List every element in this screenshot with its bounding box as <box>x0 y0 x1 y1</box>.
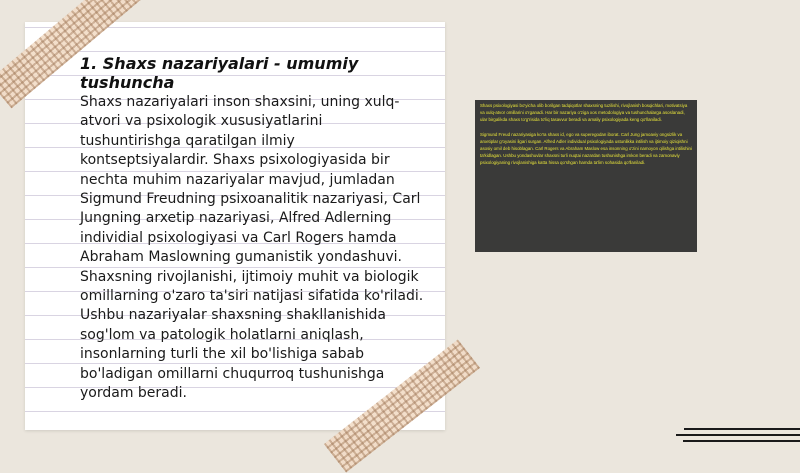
decorative-line <box>684 428 800 430</box>
slide-body-text: Shaxs nazariyalari inson shaxsini, uning xulq-atvori va psixologik xususiyatlarini tushuntirishga qaratilgan ilmiy kontseptsiyalardir. Shaxs psixologiyasida bir nechta muhim nazariyalar mavjud, jumladan Sigmund Freudning psixoanalitik nazariyasi, Carl Jungning arxetip nazariyasi, Alfred Adlerning individial psixologiyasi va Carl Rogers hamda Abraham Maslowning gumanistik yondashuvi. Shaxsning rivojlanishi, ijtimoiy muhit va biologik omillarning o'zaro ta'siri natijasi sifatida ko'riladi. Ushbu nazariyalar shaxsning shakllanishida sog'lom va patologik holatlarni aniqlash, insonlarning turli the xil bo'lishiga sabab bo'ladigan omillarni chuqurroq tushunishga yordam beradi. <box>80 94 424 402</box>
text-image <box>475 100 697 252</box>
decorative-line <box>676 434 800 436</box>
slide-title: 1. Shaxs nazariyalari - umumiy tushuncha <box>80 54 359 92</box>
text-image-paragraph: Sigmund Freud nazariyasiga ko'ra shaxs id, ego va superegodan iborat. Carl Jung jamoaviy ongsizlik va arxetiplar g'oyasini ilgari surgan. Alfred Adler individual psixologiyada ustunlikka intilish va ijtimoiy qiziqishni asosiy omil deb hisoblagan. Carl Rogers va Abraham Maslow esa insonning o'zini namoyon qilishga intilishini ta'kidlagan. Ushbu yondashuvlar shaxsni turli nuqtai nazardan tushunishga imkon beradi va zamonaviy psixologiyaning rivojlanishiga katta hissa qo'shgan hamda ta'lim sohasida qo'llaniladi. <box>480 132 692 165</box>
decorative-line <box>683 440 800 442</box>
text-image-paragraph: Shaxs psixologiyasi bo'yicha olib borilgan tadqiqotlar shaxsning tuzilishi, rivojlanish bosqichlari, motivatsiya va xulq-atvor omillarini o'rganadi. Har bir nazariya o'ziga xos metodologiya va tushunchalarga asoslanadi, ular birgalikda shaxs to'g'risida to'liq tasavvur beradi va amaliy psixologiyada keng qo'llaniladi. <box>480 103 688 122</box>
